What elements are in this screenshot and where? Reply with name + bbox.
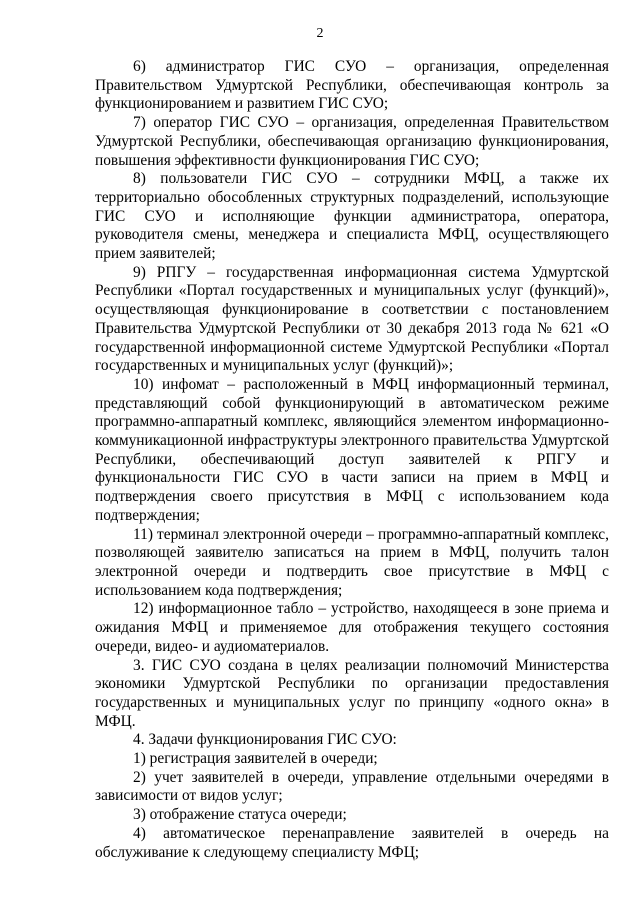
paragraph-users: 8) пользователи ГИС СУО – сотрудники МФЦ, а также их территориально обособленных структурных подразделений, использующие ГИС СУО и исполняющие функции администратора, оператора, руководителя смены, менеджера и специалиста МФЦ, осуществляющего прием заявителей;	[95, 170, 609, 263]
paragraph-queue-terminal: 11) терминал электронной очереди – программно-аппаратный комплекс, позволяющей заявителю записаться на прием в МФЦ, получить талон электронной очереди и подтвердить свое присутствие в МФЦ с использованием кода подтверждения;	[95, 525, 609, 599]
paragraph-rpgu: 9) РПГУ – государственная информационная система Удмуртской Республики «Портал государственных и муниципальных услуг (функций)», осуществляющая функционирование в соответствии с постановлением Правительства Удмуртской Республики от 30 декабря 2013 года № 621 «О государственной информационной системе Удмуртской Республики «Портал государственных и муниципальных услуг (функций)»;	[95, 263, 609, 375]
paragraph-purpose: 3. ГИС СУО создана в целях реализации полномочий Министерства экономики Удмуртской Республики по организации предоставления государственных и муниципальных услуг по принципу «одного окна» в МФЦ.	[95, 656, 609, 730]
paragraph-operator: 7) оператор ГИС СУО – организация, определенная Правительством Удмуртской Республики, обеспечивающая организацию функционирования, повышения эффективности функционирования ГИС СУО;	[95, 114, 609, 169]
paragraph-admin: 6) администратор ГИС СУО – организация, определенная Правительством Удмуртской Республики, обеспечивающая контроль за функционированием и развитием ГИС СУО;	[95, 58, 609, 113]
paragraph-task-4: 4) автоматическое перенаправление заявителей в очередь на обслуживание к следующему специалисту МФЦ;	[95, 824, 609, 861]
paragraph-task-3: 3) отображение статуса очереди;	[133, 806, 347, 824]
document-body	[95, 58, 609, 862]
paragraph-task-2: 2) учет заявителей в очереди, управление отдельными очередями в зависимости от видов услуг;	[95, 768, 609, 805]
paragraph-infomat: 10) инфомат – расположенный в МФЦ информационный терминал, представляющий собой функционирующий в автоматическом режиме программно-аппаратный комплекс, являющийся элементом информационно-коммуникационной инфраструктуры электронного правительства Удмуртской Республики, обеспечивающий доступ заявителей к РПГУ и функциональности ГИС СУО в части записи на прием в МФЦ и подтверждения своего присутствия в МФЦ с использованием кода подтверждения;	[95, 375, 609, 524]
paragraph-task-1: 1) регистрация заявителей в очереди;	[133, 750, 378, 768]
paragraph-info-board: 12) информационное табло – устройство, находящееся в зоне приема и ожидания МФЦ и применяемое для отображения текущего состояния очереди, видео- и аудиоматериалов.	[95, 600, 609, 655]
page-number: 2	[316, 26, 324, 41]
paragraph-tasks-heading: 4. Задачи функционирования ГИС СУО:	[133, 731, 397, 749]
